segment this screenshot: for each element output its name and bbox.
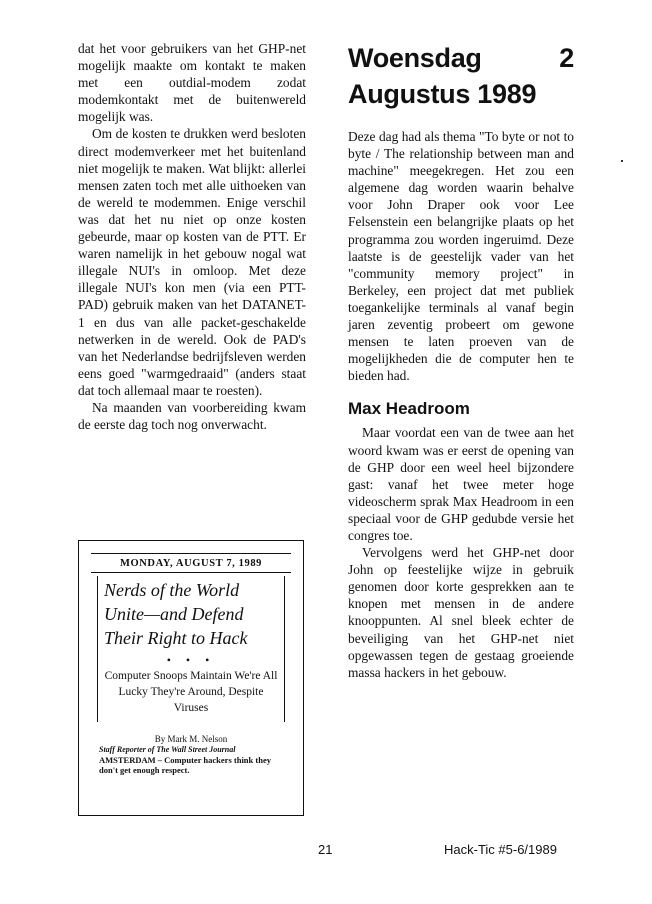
left-paragraph-3: Na maanden van voorbereiding kwam de eerste dag toch nog onverwacht. bbox=[78, 399, 306, 433]
page-title: Woensdag 2 Augustus 1989 bbox=[348, 43, 574, 109]
issue-label: Hack-Tic #5-6/1989 bbox=[444, 842, 557, 857]
right-paragraph-2: Maar voordat een van de twee aan het woord kwam was er eerst de opening van de GHP door een weel heel bijzondere gast: vanaf het twee meter hoge videoscherm sprak Max Headroom in een speciaal voor de GHP gedubde versie het congres toe. bbox=[348, 425, 574, 543]
left-column bbox=[78, 40, 306, 433]
clipping-headline-box bbox=[97, 576, 285, 722]
clipping-date: MONDAY, AUGUST 7, 1989 bbox=[91, 554, 291, 573]
section-heading: Max Headroom bbox=[348, 399, 470, 419]
right-column bbox=[348, 40, 574, 681]
clipping-lead: AMSTERDAM – Computer hackers think they don't get enough respect. bbox=[99, 755, 271, 775]
right-paragraph-1: Deze dag had als thema "To byte or not to byte / The relationship between man and machine" meegekregen. Het zou een algemene dag worden waarin behalve voor John Draper ook voor Lee Felsenstein een belangrijke plaats op het programma zou worden ingeruimd. Deze laatste is de geestelijk vader van het "community memory project" in Berkeley, een project dat met publiek toegankelijke terminals al vanaf begin jaren zeventig probeert om gewone mensen te laten proeven van de mogelijkheden die de computer hen te bieden had. bbox=[348, 129, 574, 384]
clipping-staff: Staff Reporter of The Wall Street Journal bbox=[99, 745, 236, 754]
clipping-dots: • • • bbox=[166, 653, 216, 667]
left-paragraph-1: dat het voor gebruikers van het GHP-net mogelijk maakte om kontakt te maken met een outdial-modem zodat modemkontakt met de buitenwereld mogelijk was. bbox=[78, 41, 306, 125]
page-number: 21 bbox=[318, 842, 333, 857]
left-paragraph-2: Om de kosten te drukken werd besloten direct modemverkeer met het buitenland niet mogelijk te maken. Wat blijkt: allerlei mensen zaten toch met alle uithoeken van de wereld te modemmen. Enige verschil was dat het nu niet op onze kosten gebeurde, maar op kosten van de PTT. Er waren namelijk in het gebouw nogal wat illegale NUI's in omloop. Met deze illegale NUI's kon men (via een PTT-PAD) gebruik maken van het DATANET-1 en dus van alle packet-geschakelde netwerken in de wereld. Ook de PAD's van het Nederlandse bedrijfsleven werden eens goed "warmgedraaid" (anders staat dat toch allemaal maar te roesten). bbox=[78, 126, 306, 398]
clipping-body bbox=[91, 553, 291, 775]
clipping-headline: Nerds of the World Unite—and Defend Their Right to Hack bbox=[104, 580, 248, 648]
newspaper-clipping bbox=[78, 540, 304, 816]
clipping-byline: By Mark M. Nelson bbox=[154, 734, 228, 744]
clipping-subheadline: Computer Snoops Maintain We're All Lucky They're Around, Despite Viruses bbox=[104, 670, 278, 714]
scan-speck bbox=[621, 160, 623, 162]
right-paragraph-3: Vervolgens werd het GHP-net door John op feestelijke wijze in gebruik genomen door korte gesprekken aan te knopen met mensen in de andere knooppunten. Al snel bleek echter de beveiliging van het GHP-net niet opgewassen tegen de gestaag groeiende massa hackers in het gebouw. bbox=[348, 545, 574, 680]
